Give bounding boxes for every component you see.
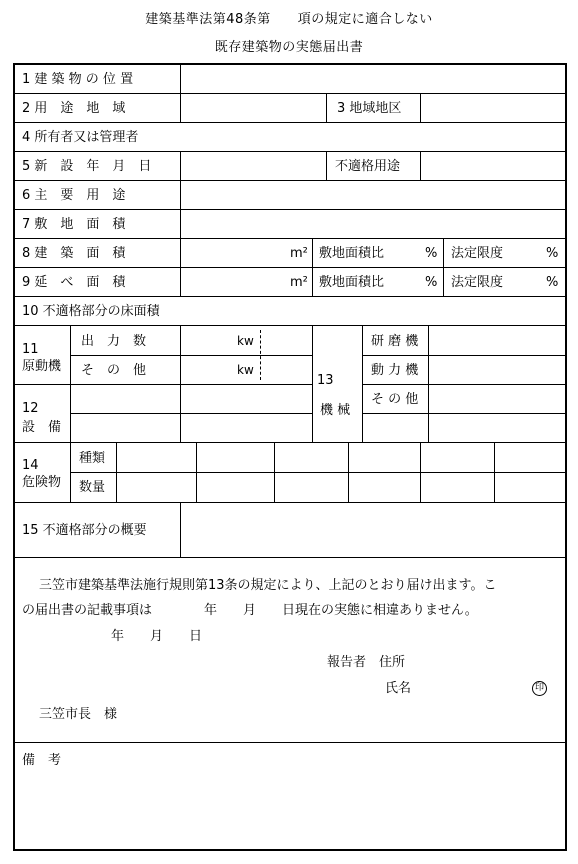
row-total-floor-area <box>15 268 565 297</box>
divider <box>70 413 312 414</box>
label-site-ratio: 敷地面積比 <box>319 275 385 290</box>
num-11: 11 <box>22 342 39 357</box>
label-zone-district: 3 地域地区 <box>337 101 402 116</box>
label-nonconforming-overview: 15 不適格部分の概要 <box>22 523 147 538</box>
divider <box>494 443 495 502</box>
num-13: 13 <box>317 373 334 388</box>
label-output: 出 力 数 <box>81 334 147 349</box>
label-nonconforming-use: 不適格用途 <box>335 159 401 174</box>
label-other: そ の 他 <box>81 363 147 378</box>
seal-icon: 印 <box>532 681 547 696</box>
row-site-area <box>15 210 565 239</box>
label-quantity: 数量 <box>79 480 106 495</box>
divider <box>180 239 181 267</box>
row-building-area <box>15 239 565 268</box>
declaration-date: 年 月 日 <box>111 629 203 644</box>
label-use-district: 2 用 途 地 域 <box>22 101 126 116</box>
divider <box>180 65 181 93</box>
label-other-machine: そ の 他 <box>371 392 419 407</box>
divider <box>312 239 313 267</box>
label-grinder: 研 磨 機 <box>371 334 419 349</box>
num-14: 14 <box>22 458 39 473</box>
unit-kw: kw <box>237 363 254 377</box>
label-remarks: 備 考 <box>22 753 62 768</box>
num-12: 12 <box>22 401 39 416</box>
divider <box>420 152 421 180</box>
unit-percent: % <box>546 246 559 261</box>
row-nonconforming-floor-area <box>15 297 565 326</box>
row-use-district <box>15 94 565 123</box>
row-construction-date <box>15 152 565 181</box>
unit-percent: % <box>425 275 438 290</box>
label-machinery: 機 械 <box>320 403 351 418</box>
dashed-divider <box>260 330 261 380</box>
remarks-block <box>15 743 565 849</box>
divider <box>180 181 181 209</box>
divider <box>362 413 565 414</box>
label-equipment: 設 備 <box>22 420 62 435</box>
declaration-block <box>15 558 565 743</box>
addressee: 三笠市長 様 <box>39 707 118 722</box>
divider <box>180 210 181 238</box>
unit-percent: % <box>425 246 438 261</box>
unit-percent: % <box>546 275 559 290</box>
divider <box>348 443 349 502</box>
form-title-line1: 建築基準法第48条第 項の規定に適合しない <box>145 12 433 27</box>
row-owner <box>15 123 565 152</box>
label-building-location: 1 建 築 物 の 位 置 <box>22 72 134 87</box>
label-legal-limit: 法定限度 <box>451 275 504 290</box>
unit-sqm: m² <box>290 246 308 261</box>
divider <box>420 443 421 502</box>
declaration-line1: 三笠市建築基準法施行規則第13条の規定により、上記のとおり届け出ます。こ <box>39 578 497 593</box>
divider <box>70 355 312 356</box>
divider <box>312 268 313 296</box>
divider <box>428 326 429 442</box>
unit-sqm: m² <box>290 275 308 290</box>
label-nonconforming-floor-area: 10 不適格部分の床面積 <box>22 304 160 319</box>
divider <box>362 384 565 385</box>
label-power-machine: 動 力 機 <box>371 363 419 378</box>
label-building-area: 8 建 築 面 積 <box>22 246 126 261</box>
label-main-use: 6 主 要 用 途 <box>22 188 126 203</box>
notification-form <box>13 63 567 851</box>
divider <box>420 94 421 122</box>
label-type: 種類 <box>79 451 106 466</box>
divider <box>312 326 313 442</box>
form-title-line2: 既存建築物の実態届出書 <box>214 40 364 55</box>
divider <box>116 443 117 502</box>
hazard-block <box>15 443 565 503</box>
divider <box>443 268 444 296</box>
reporter-address-label: 報告者 住所 <box>327 655 406 670</box>
label-site-ratio: 敷地面積比 <box>319 246 385 261</box>
divider <box>274 443 275 502</box>
label-total-floor-area: 9 延 べ 面 積 <box>22 275 126 290</box>
row-building-location <box>15 65 565 94</box>
divider <box>362 355 565 356</box>
equipment-block <box>15 326 565 443</box>
label-hazardous-materials: 危険物 <box>22 475 62 490</box>
divider <box>180 268 181 296</box>
label-site-area: 7 敷 地 面 積 <box>22 217 126 232</box>
label-legal-limit: 法定限度 <box>451 246 504 261</box>
row-nonconforming-overview <box>15 503 565 558</box>
divider <box>15 384 312 385</box>
label-construction-date: 5 新 設 年 月 日 <box>22 159 152 174</box>
divider <box>443 239 444 267</box>
unit-kw: kw <box>237 334 254 348</box>
reporter-name-label: 氏名 <box>385 681 412 696</box>
declaration-line2: の届出書の記載事項は 年 月 日現在の実態に相違ありません。 <box>22 603 478 618</box>
label-owner: 4 所有者又は管理者 <box>22 130 139 145</box>
divider <box>180 326 181 442</box>
label-prime-mover: 原動機 <box>22 359 62 374</box>
divider <box>180 503 181 557</box>
divider <box>180 94 181 122</box>
divider <box>196 443 197 502</box>
divider <box>180 152 181 180</box>
divider <box>70 472 565 473</box>
divider <box>326 152 327 180</box>
row-main-use <box>15 181 565 210</box>
divider <box>326 94 327 122</box>
